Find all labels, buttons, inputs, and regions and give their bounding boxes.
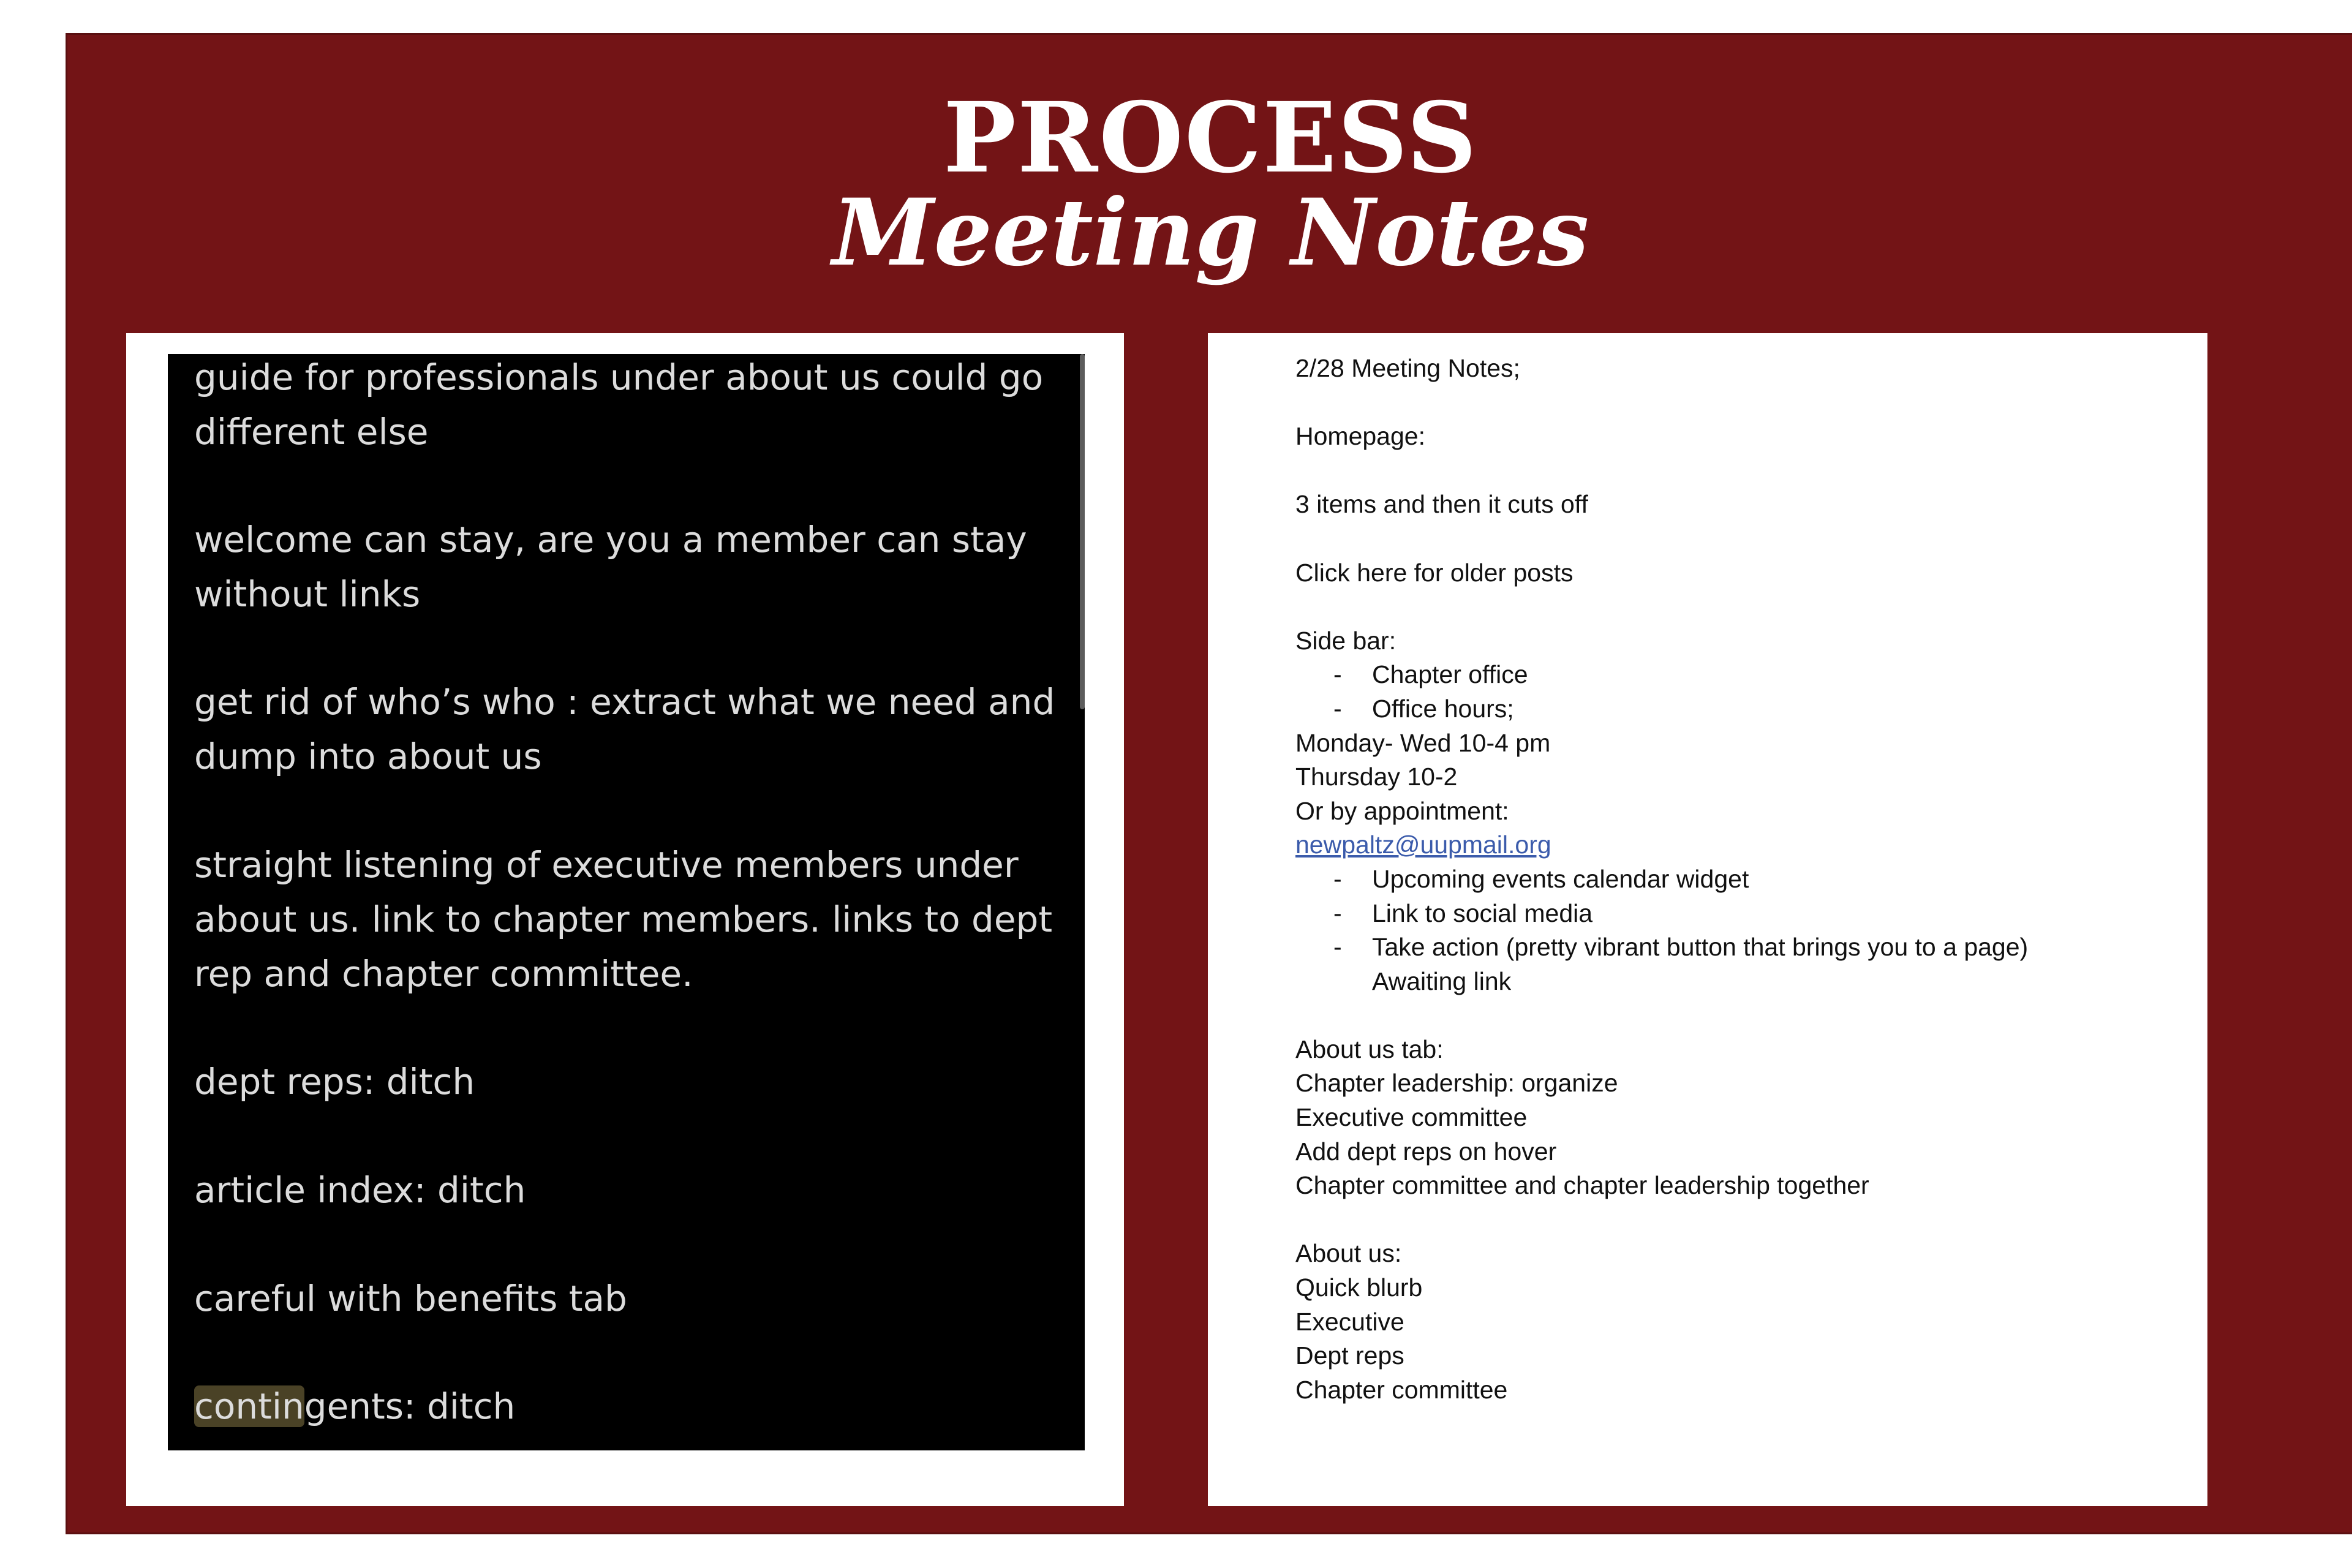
- section-label: About us tab:: [1295, 1035, 1444, 1063]
- doc-line: Chapter committee: [1295, 1375, 1508, 1404]
- note-paragraph: careful with benefits tab: [194, 1278, 627, 1319]
- slide-background: [66, 33, 2352, 1534]
- phone-notes-card: [126, 333, 1124, 1506]
- doc-line: Chapter committee and chapter leadership together: [1295, 1171, 1869, 1200]
- doc-notes-card: [1208, 333, 2207, 1506]
- doc-line: Executive committee: [1295, 1103, 1528, 1132]
- scrollbar: [1080, 354, 1085, 709]
- meeting-notes-document: [1295, 352, 2177, 1407]
- doc-line: Quick blurb: [1295, 1273, 1423, 1302]
- section-label: Side bar:: [1295, 626, 1396, 655]
- bullet-item: - Chapter office: [1333, 660, 1528, 689]
- phone-notes-screenshot: [168, 354, 1085, 1450]
- note-paragraph: guide for professionals under about us could go different else: [194, 356, 1055, 453]
- note-paragraph: get rid of who’s who : extract what we need and dump into about us: [194, 681, 1066, 777]
- doc-line: Chapter leadership: organize: [1295, 1069, 1618, 1098]
- doc-line: Dept reps: [1295, 1341, 1404, 1370]
- bullet-item: - Office hours;: [1333, 694, 1514, 723]
- note-paragraph: straight listening of executive members under about us. link to chapter members. links to dept rep and chapter committee.: [194, 844, 1064, 995]
- bullet-continuation: Awaiting link: [1372, 967, 1512, 995]
- email-link[interactable]: newpaltz@uupmail.org: [1295, 831, 1551, 859]
- search-highlight: contin: [194, 1385, 304, 1427]
- doc-line: Thursday 10-2: [1295, 763, 1458, 791]
- note-paragraph: welcome can stay, are you a member can stay without links: [194, 519, 1039, 615]
- page-title: PROCESS: [943, 81, 1478, 195]
- doc-line: Add dept reps on hover: [1295, 1137, 1557, 1166]
- doc-line: Click here for older posts: [1295, 558, 1574, 587]
- bullet-item: - Take action (pretty vibrant button that brings you to a page): [1333, 933, 2029, 962]
- doc-line: Monday- Wed 10-4 pm: [1295, 728, 1551, 757]
- section-label: About us:: [1295, 1239, 1402, 1268]
- doc-line: Or by appointment:: [1295, 796, 1509, 825]
- note-paragraph: dept reps: ditch: [194, 1061, 475, 1102]
- page-subtitle: Meeting Notes: [832, 179, 1589, 287]
- doc-line: 3 items and then it cuts off: [1295, 490, 1588, 519]
- section-label: Homepage:: [1295, 422, 1425, 451]
- note-paragraph-last: [194, 1379, 1064, 1434]
- bullet-item: - Link to social media: [1333, 899, 1593, 927]
- doc-heading: 2/28 Meeting Notes;: [1295, 354, 1520, 382]
- note-paragraph: article index: ditch: [194, 1169, 526, 1211]
- bullet-item: - Upcoming events calendar widget: [1333, 864, 1749, 893]
- note-text: gents: ditch: [304, 1385, 516, 1427]
- doc-line: Executive: [1295, 1307, 1404, 1336]
